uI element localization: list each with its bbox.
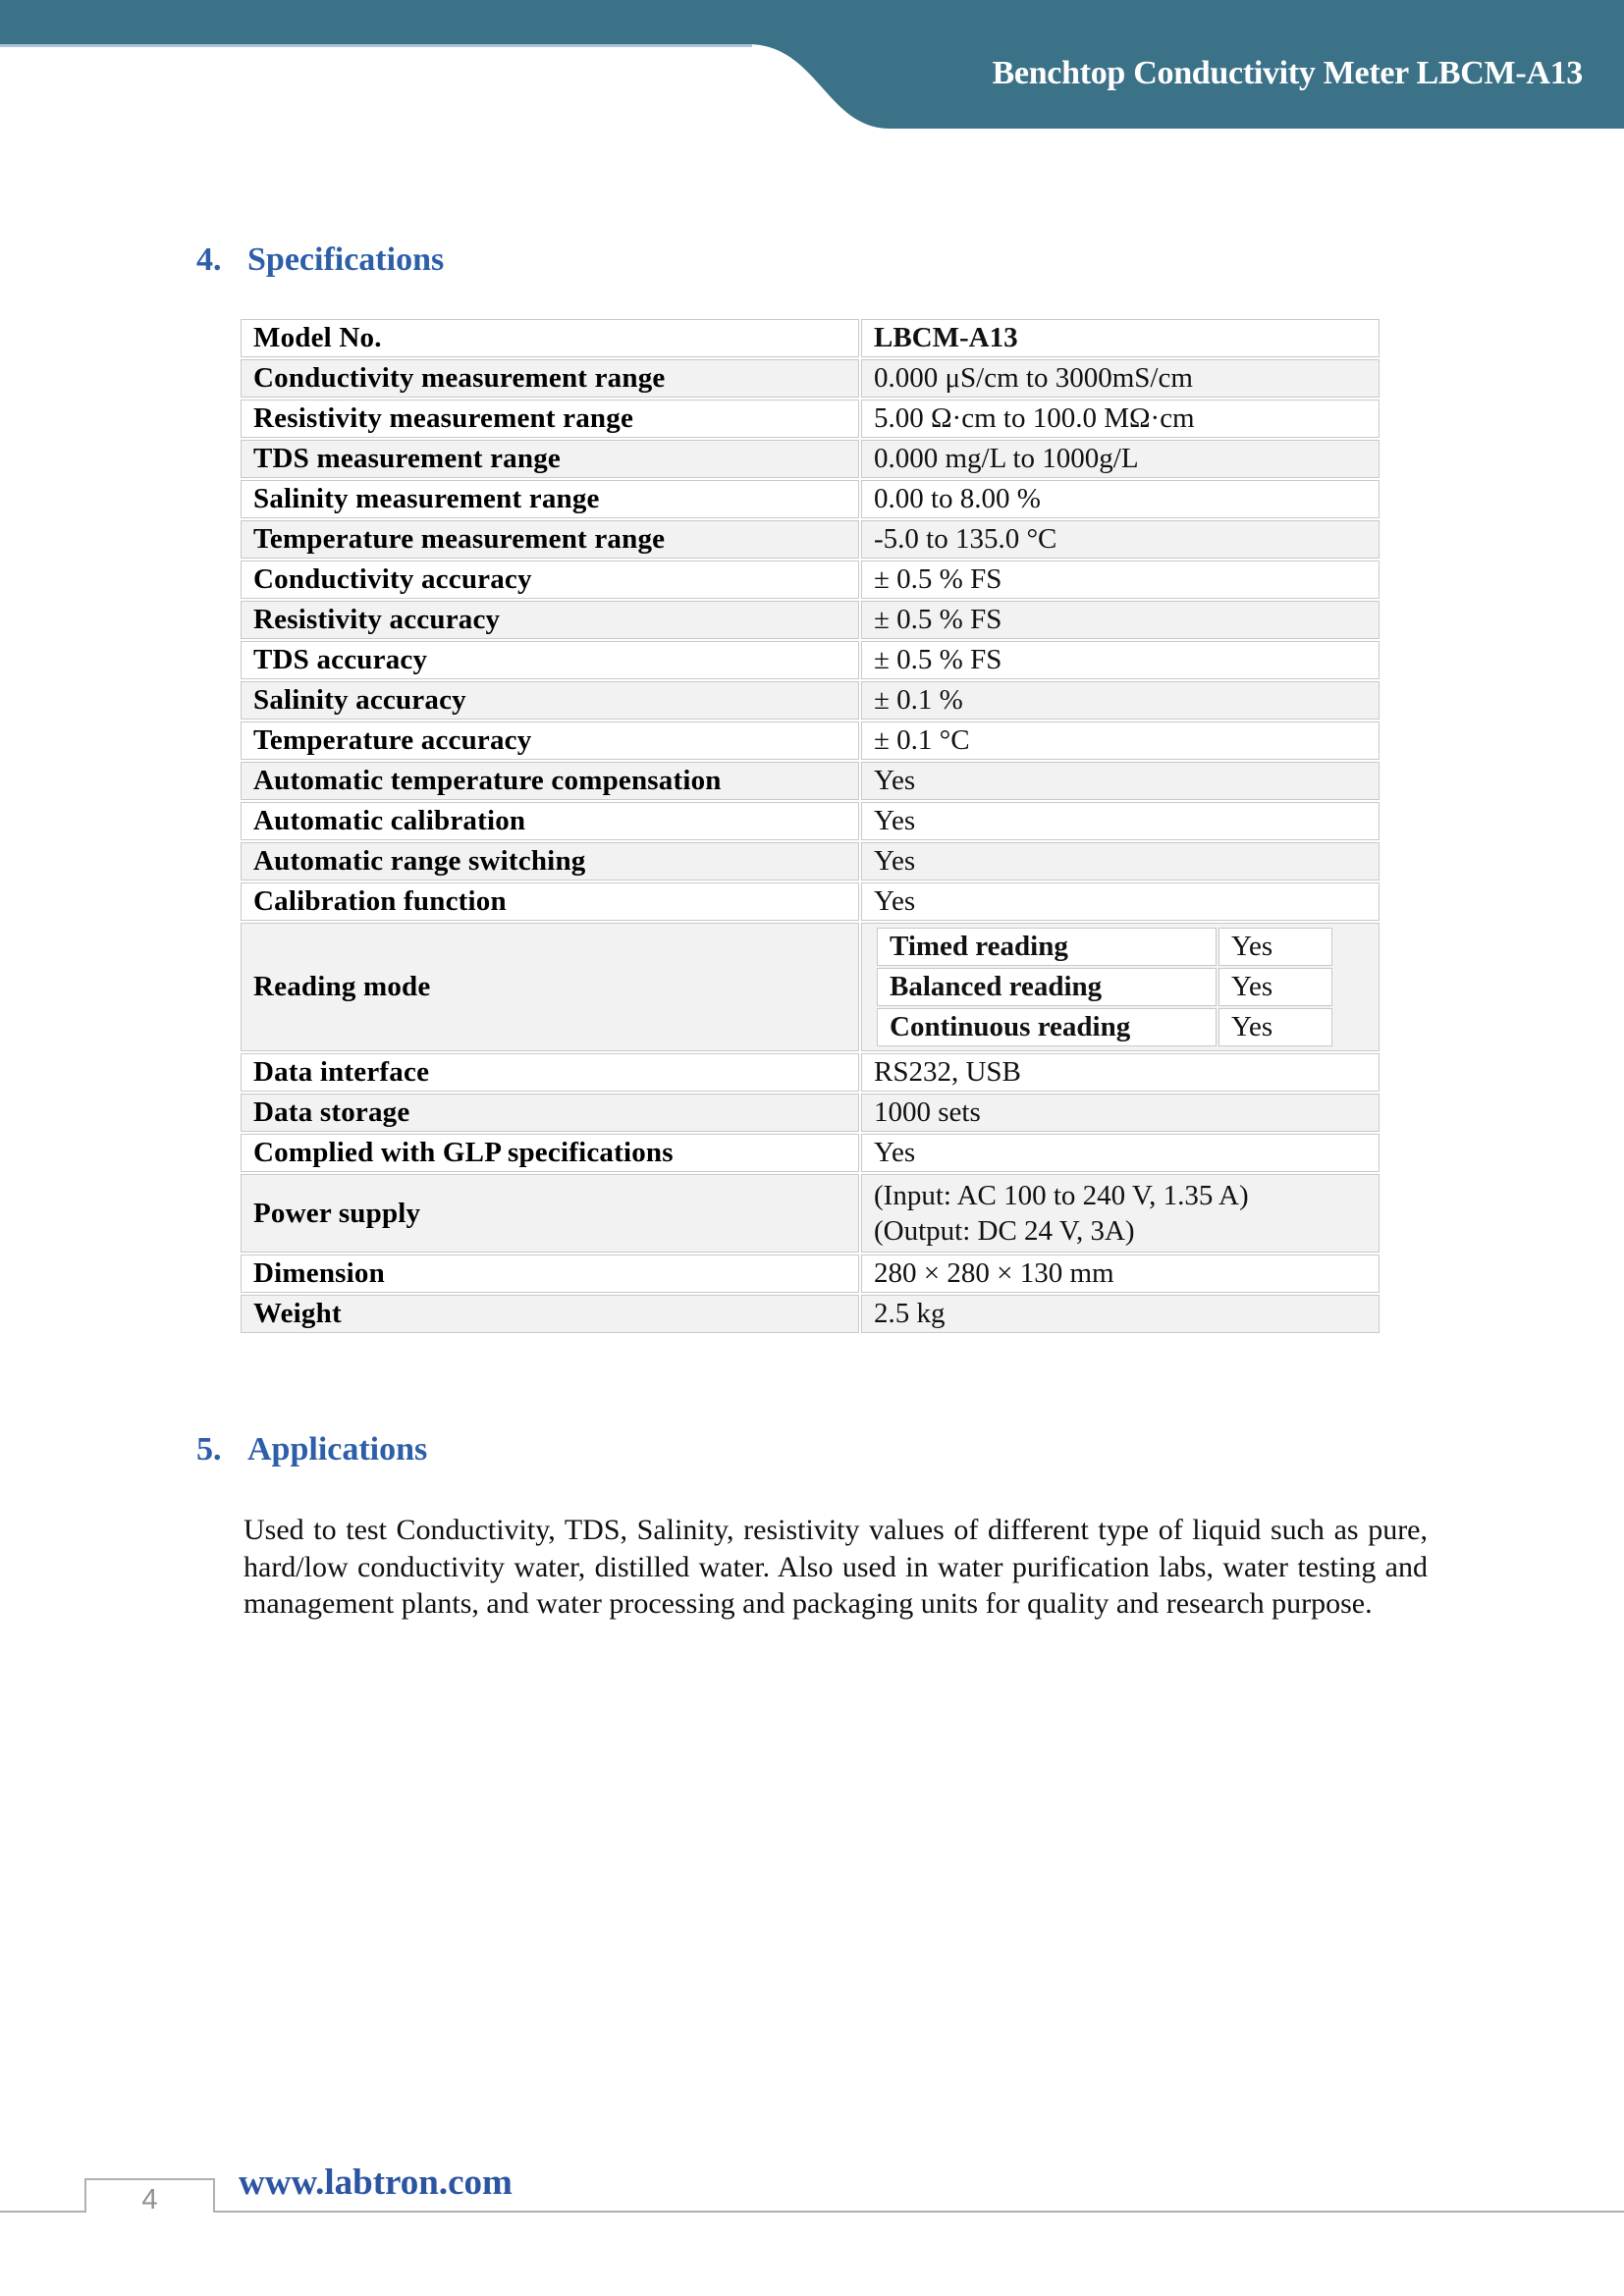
section-number: 5.	[196, 1431, 222, 1468]
website-link[interactable]: www.labtron.com	[239, 2163, 513, 2203]
spec-value	[861, 923, 1380, 1051]
spec-label: Automatic temperature compensation	[241, 762, 859, 800]
spec-value: 0.000 μS/cm to 3000mS/cm	[861, 359, 1380, 398]
table-row	[241, 319, 1380, 357]
spec-sub-value: Yes	[1218, 968, 1332, 1006]
spec-sub-label: Balanced reading	[877, 968, 1217, 1006]
table-row	[241, 400, 1380, 438]
spec-label: TDS accuracy	[241, 641, 859, 679]
spec-value: 280 × 280 × 130 mm	[861, 1255, 1380, 1293]
spec-sub-value: Yes	[1218, 1008, 1332, 1046]
table-row	[241, 480, 1380, 518]
spec-value: -5.0 to 135.0 °C	[861, 520, 1380, 559]
section-title: Specifications	[247, 241, 445, 278]
spec-value: 1000 sets	[861, 1094, 1380, 1132]
table-row	[241, 440, 1380, 478]
spec-label: Temperature measurement range	[241, 520, 859, 559]
spec-value-line: (Input: AC 100 to 240 V, 1.35 A)	[874, 1180, 1249, 1211]
spec-value: 0.00 to 8.00 %	[861, 480, 1380, 518]
header-banner	[0, 0, 1624, 137]
spec-sub-label: Timed reading	[877, 928, 1217, 966]
spec-label: Automatic range switching	[241, 842, 859, 881]
table-row	[241, 842, 1380, 881]
spec-label: Power supply	[241, 1174, 859, 1253]
spec-label: Data interface	[241, 1053, 859, 1092]
table-row	[241, 1295, 1380, 1333]
spec-label: Conductivity accuracy	[241, 561, 859, 599]
section-title: Applications	[247, 1431, 428, 1468]
section-heading-applications	[196, 1431, 427, 1468]
section-heading-specifications	[196, 241, 444, 279]
spec-value	[861, 1174, 1380, 1253]
spec-label: Conductivity measurement range	[241, 359, 859, 398]
table-row	[241, 681, 1380, 720]
spec-value: 0.000 mg/L to 1000g/L	[861, 440, 1380, 478]
table-row	[241, 601, 1380, 639]
table-row	[241, 1134, 1380, 1172]
spec-label: Calibration function	[241, 882, 859, 921]
spec-sub-value: Yes	[1218, 928, 1332, 966]
table-row	[241, 1094, 1380, 1132]
spec-value: Yes	[861, 802, 1380, 840]
spec-value: ± 0.1 °C	[861, 721, 1380, 760]
spec-value: Yes	[861, 882, 1380, 921]
spec-value: ± 0.5 % FS	[861, 641, 1380, 679]
table-row	[877, 928, 1332, 966]
spec-label: Dimension	[241, 1255, 859, 1293]
spec-label: Salinity accuracy	[241, 681, 859, 720]
spec-value: ± 0.5 % FS	[861, 601, 1380, 639]
spec-label: Complied with GLP specifications	[241, 1134, 859, 1172]
table-row	[241, 1255, 1380, 1293]
page-number-tab	[84, 2178, 215, 2216]
table-row	[241, 641, 1380, 679]
spec-label: Model No.	[241, 319, 859, 357]
spec-label: Salinity measurement range	[241, 480, 859, 518]
footer-rule	[215, 2211, 1624, 2213]
spec-value: ± 0.1 %	[861, 681, 1380, 720]
spec-sub-label: Continuous reading	[877, 1008, 1217, 1046]
footer-rule	[0, 2211, 84, 2213]
spec-label: Temperature accuracy	[241, 721, 859, 760]
spec-value: 2.5 kg	[861, 1295, 1380, 1333]
spec-table	[239, 317, 1381, 1335]
table-row	[241, 721, 1380, 760]
header-title: Benchtop Conductivity Meter LBCM-A13	[992, 55, 1583, 91]
spec-value: 5.00 Ω·cm to 100.0 MΩ·cm	[861, 400, 1380, 438]
spec-label: Reading mode	[241, 923, 859, 1051]
table-row	[241, 882, 1380, 921]
page-number: 4	[141, 2184, 158, 2216]
reading-mode-subtable	[875, 926, 1334, 1048]
spec-value: Yes	[861, 762, 1380, 800]
table-row	[241, 802, 1380, 840]
spec-value-line: (Output: DC 24 V, 3A)	[874, 1215, 1135, 1247]
table-row	[241, 923, 1380, 1051]
spec-table-body	[241, 319, 1380, 1333]
spec-value: Yes	[861, 842, 1380, 881]
table-row	[241, 1174, 1380, 1253]
spec-label: Resistivity measurement range	[241, 400, 859, 438]
table-row	[241, 762, 1380, 800]
applications-paragraph: Used to test Conductivity, TDS, Salinity, resistivity values of different type of liquid such as pure, hard/low conductivity water, distilled water. Also used in water purification labs, water testing and management plants, and water processing and packaging units for quality and research purpose.	[244, 1514, 1428, 1620]
spec-value: RS232, USB	[861, 1053, 1380, 1092]
table-row	[241, 1053, 1380, 1092]
table-row	[241, 359, 1380, 398]
spec-label: Weight	[241, 1295, 859, 1333]
spec-value: ± 0.5 % FS	[861, 561, 1380, 599]
table-row	[241, 520, 1380, 559]
spec-value: LBCM-A13	[861, 319, 1380, 357]
spec-value: Yes	[861, 1134, 1380, 1172]
spec-label: Automatic calibration	[241, 802, 859, 840]
spec-label: Data storage	[241, 1094, 859, 1132]
spec-label: Resistivity accuracy	[241, 601, 859, 639]
spec-label: TDS measurement range	[241, 440, 859, 478]
table-row	[877, 1008, 1332, 1046]
section-number: 4.	[196, 241, 222, 278]
table-row	[241, 561, 1380, 599]
table-row	[877, 968, 1332, 1006]
